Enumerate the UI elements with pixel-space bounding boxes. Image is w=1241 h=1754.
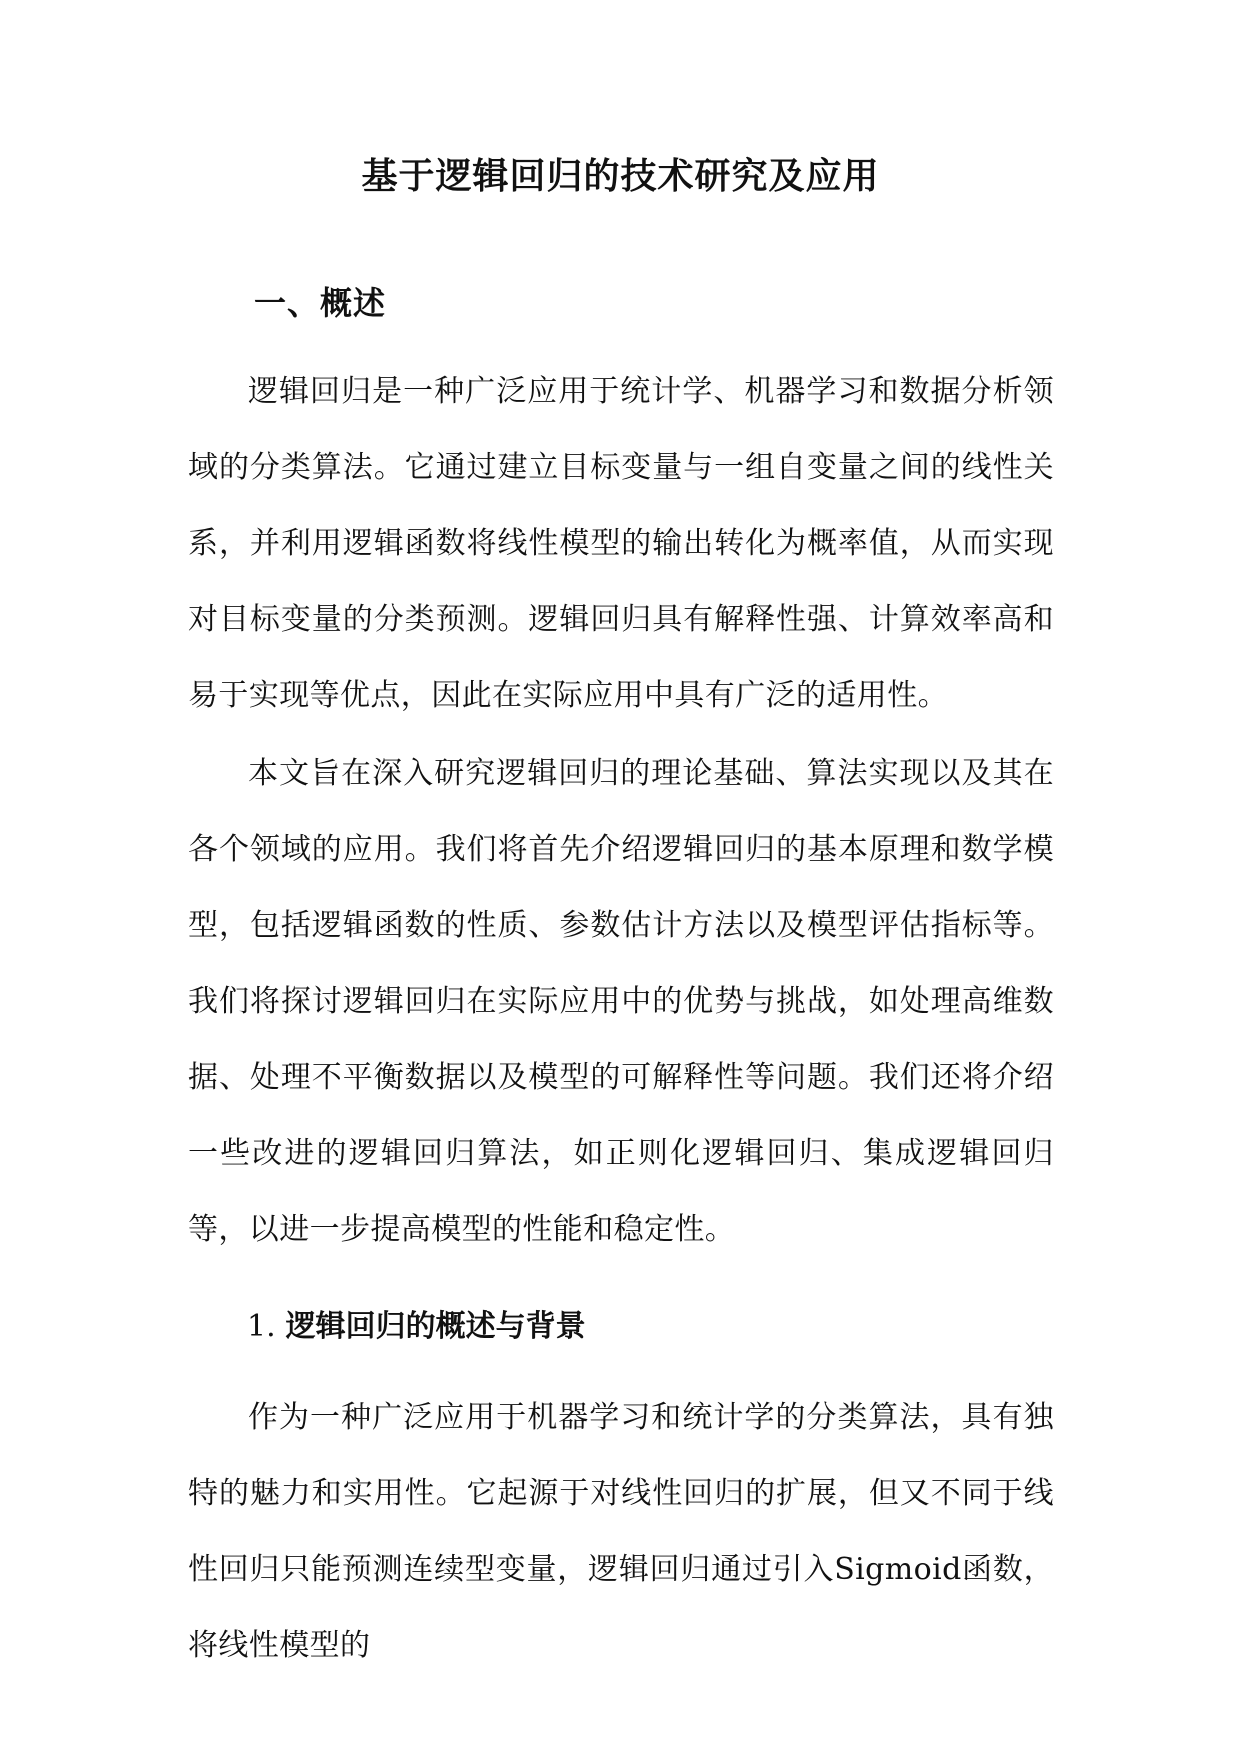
subsection-title: 逻辑回归的概述与背景 [285,1309,586,1344]
document-title: 基于逻辑回归的技术研究及应用 [361,155,880,197]
subsection-heading-background [247,1307,586,1347]
paragraph-overview-1: 逻辑回归是一种广泛应用于统计学、机器学习和数据分析领域的分类算法。它通过建立目标变量与一组自变量之间的线性关系，并利用逻辑函数将线性模型的输出转化为概率值，从而实现对目标变量的分类预测。逻辑回归具有解释性强、计算效率高和易于实现等优点，因此在实际应用中具有广泛的适用性。 [188,374,1054,713]
subsection-number: 1. [247,1309,276,1344]
section-heading-overview: 一、概述 [254,284,387,322]
paragraph-background-1: 作为一种广泛应用于机器学习和统计学的分类算法，具有独特的魅力和实用性。它起源于对线性回归的扩展，但又不同于线性回归只能预测连续型变量，逻辑回归通过引入Sigmoid函数，将线性模型的 [188,1400,1054,1663]
paragraph-overview-2: 本文旨在深入研究逻辑回归的理论基础、算法实现以及其在各个领域的应用。我们将首先介绍逻辑回归的基本原理和数学模型，包括逻辑函数的性质、参数估计方法以及模型评估指标等。我们将探讨逻辑回归在实际应用中的优势与挑战，如处理高维数据、处理不平衡数据以及模型的可解释性等问题。我们还将介绍一些改进的逻辑回归算法，如正则化逻辑回归、集成逻辑回归等，以进一步提高模型的性能和稳定性。 [188,756,1054,1247]
